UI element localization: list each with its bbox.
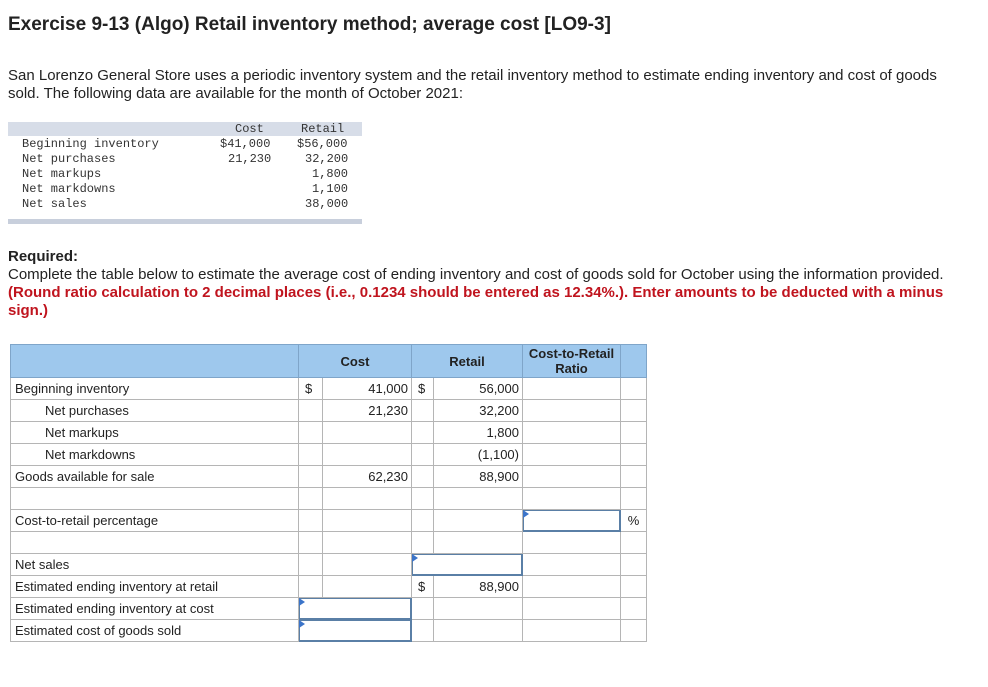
markups-retail: 1,800 (434, 422, 523, 444)
required-heading: Required: (8, 248, 79, 265)
markdowns-retail: (1,100) (434, 444, 523, 466)
row-net-markups (11, 422, 647, 444)
label-net-purchases: Net purchases (11, 400, 299, 422)
row-net-markdowns (11, 444, 647, 466)
header-ratio: Cost-to-Retail Ratio (523, 345, 621, 378)
row-ending-retail (11, 576, 647, 598)
ratio-input[interactable] (523, 510, 621, 532)
row-spacer (11, 532, 647, 554)
label-cost-to-retail: Cost-to-retail percentage (11, 510, 299, 532)
input-marker-icon (523, 510, 529, 518)
ending-cost-input[interactable] (299, 598, 412, 620)
given-label-markdowns: Net markdowns (22, 182, 116, 196)
row-cogs (11, 620, 647, 642)
given-retail-sales: 38,000 (305, 197, 349, 211)
currency-symbol: $ (412, 576, 434, 598)
purchases-cost: 21,230 (323, 400, 412, 422)
cogs-input[interactable] (299, 620, 412, 642)
exercise-title: Exercise 9-13 (Algo) Retail inventory method; average cost [LO9-3] (8, 14, 611, 35)
beginning-cost: 41,000 (323, 378, 412, 400)
given-cost-beginning: $41,000 (220, 137, 271, 151)
input-marker-icon (299, 620, 305, 628)
given-data-table (8, 122, 362, 224)
percent-sign: % (621, 510, 647, 532)
purchases-retail: 32,200 (434, 400, 523, 422)
row-net-sales (11, 554, 647, 576)
input-marker-icon (299, 598, 305, 606)
label-ending-cost: Estimated ending inventory at cost (11, 598, 299, 620)
label-beginning-inventory: Beginning inventory (11, 378, 299, 400)
currency-symbol: $ (299, 378, 323, 400)
row-spacer (11, 488, 647, 510)
row-cost-to-retail (11, 510, 647, 532)
label-ending-retail: Estimated ending inventory at retail (11, 576, 299, 598)
required-text: Complete the table below to estimate the average cost of ending inventory and cost of goods sold for October using the information provided. (8, 266, 944, 283)
required-section (8, 248, 973, 320)
problem-intro: San Lorenzo General Store uses a periodic inventory system and the retail inventory method to estimate ending inventory and cost of goods sold. The following data are available for the month of October 2021: (8, 67, 937, 102)
given-retail-purchases: 32,200 (305, 152, 349, 166)
goods-available-retail: 88,900 (434, 466, 523, 488)
given-footer-bar (8, 219, 362, 224)
given-label-purchases: Net purchases (22, 152, 116, 166)
row-ending-cost (11, 598, 647, 620)
header-retail: Retail (412, 345, 523, 378)
net-sales-retail-input[interactable] (412, 554, 523, 576)
given-label-markups: Net markups (22, 167, 102, 181)
given-retail-markdowns: 1,100 (312, 182, 349, 196)
row-goods-available (11, 466, 647, 488)
header-cost: Cost (299, 345, 412, 378)
ending-retail-value: 88,900 (434, 576, 523, 598)
label-cogs: Estimated cost of goods sold (11, 620, 299, 642)
required-instruction: (Round ratio calculation to 2 decimal places (i.e., 0.1234 should be entered as 12.34%.). Enter amounts to be deducted with a minus sign.) (8, 284, 944, 319)
beginning-retail: 56,000 (434, 378, 523, 400)
worksheet-table (10, 344, 647, 642)
header-pct-blank (621, 345, 647, 378)
given-cost-purchases: 21,230 (228, 152, 272, 166)
label-net-markups: Net markups (11, 422, 299, 444)
currency-symbol: $ (412, 378, 434, 400)
given-label-sales: Net sales (22, 197, 87, 211)
given-retail-beginning: $56,000 (297, 137, 348, 151)
given-label-beginning: Beginning inventory (22, 137, 159, 151)
given-header-cost: Cost (235, 122, 264, 136)
label-net-sales: Net sales (11, 554, 299, 576)
row-beginning-inventory (11, 378, 647, 400)
given-retail-markups: 1,800 (312, 167, 349, 181)
header-blank (11, 345, 299, 378)
label-net-markdowns: Net markdowns (11, 444, 299, 466)
given-header-retail: Retail (301, 122, 345, 136)
input-marker-icon (412, 554, 418, 562)
row-net-purchases (11, 400, 647, 422)
worksheet-header-row (11, 345, 647, 378)
goods-available-cost: 62,230 (323, 466, 412, 488)
label-goods-available: Goods available for sale (11, 466, 299, 488)
